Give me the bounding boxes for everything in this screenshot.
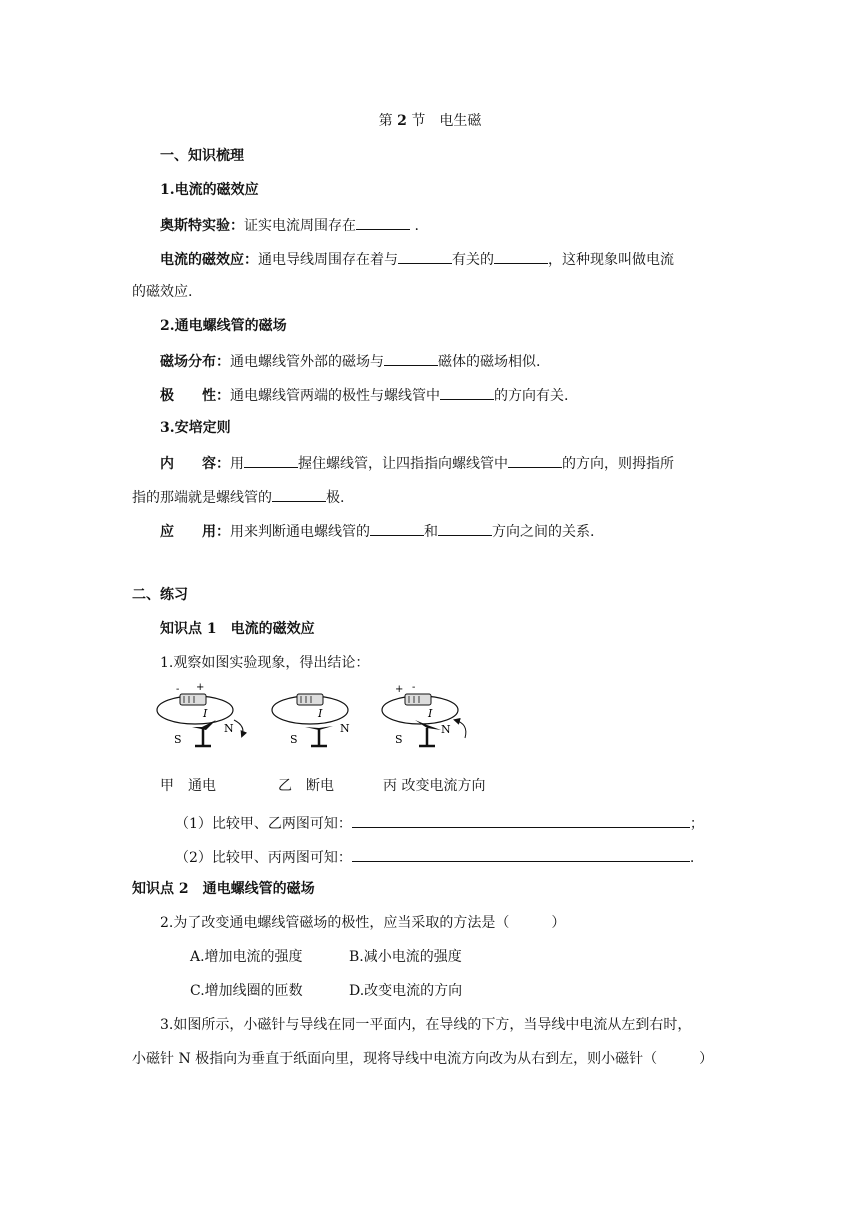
option-b: B.减小电流的强度 xyxy=(349,949,462,965)
knowledge-heading-1: 1.电流的磁效应 xyxy=(160,182,259,198)
blank xyxy=(440,384,494,400)
option-a: A.增加电流的强度 xyxy=(190,949,303,965)
question-3-line-1: 3.如图所示，小磁针与导线在同一平面内，在导线的下方，当导线中电流从左到右时， xyxy=(160,1017,692,1033)
diagram-yi xyxy=(272,694,350,746)
question-3-line-2: 小磁针 N 极指向为垂直于纸面向里，现将导线中电流方向改为从右到左，则小磁针（ ） xyxy=(132,1051,714,1067)
current-label: I xyxy=(203,707,208,720)
south-label: S xyxy=(290,733,298,746)
question-2: 2.为了改变通电螺线管磁场的极性，应当采取的方法是（ ） xyxy=(160,915,566,931)
option-c: C.增加线圈的匝数 xyxy=(190,983,303,999)
current-label: I xyxy=(428,707,433,720)
answer-blank xyxy=(352,846,690,862)
blank xyxy=(356,214,410,230)
knowledge-heading-3: 3.安培定则 xyxy=(160,420,231,436)
caption-jia: 甲 通电 xyxy=(160,778,216,794)
option-d: D.改变电流的方向 xyxy=(349,983,463,999)
caption-yi: 乙 断电 xyxy=(278,778,334,794)
diagram-bing xyxy=(382,682,466,746)
plus-label: + xyxy=(196,682,205,693)
experiment-figure xyxy=(150,680,480,780)
question-1-part-1: （1）比较甲、乙两图可知： ； xyxy=(175,812,704,834)
north-label: N xyxy=(340,722,350,735)
north-label: N xyxy=(441,723,451,736)
ampere-rule-content: 内 容：用 握住螺线管，让四指指向螺线管中 的方向，则拇指所 xyxy=(160,452,674,474)
south-label: S xyxy=(174,733,182,746)
current-label: I xyxy=(318,707,323,720)
deflection-arrow xyxy=(234,720,243,736)
answer-blank xyxy=(352,812,690,828)
page-title: 第 2 节 电生磁 xyxy=(378,113,482,129)
minus-label: - xyxy=(412,682,416,693)
ampere-rule-application: 应 用：用来判断通电螺线管的 和 方向之间的关系. xyxy=(160,520,594,542)
blank xyxy=(398,248,452,264)
question-1-part-2: （2）比较甲、丙两图可知： . xyxy=(175,846,694,868)
knowledge-point-1: 知识点 1 电流的磁效应 xyxy=(160,621,315,637)
blank xyxy=(244,452,298,468)
diagram-jia xyxy=(157,682,243,746)
question-1: 1.观察如图实验现象，得出结论： xyxy=(160,655,370,671)
blank xyxy=(508,452,562,468)
north-label: N xyxy=(224,722,234,735)
magnetic-effect-line: 电流的磁效应：通电导线周围存在着与 有关的 ，这种现象叫做电流 xyxy=(160,248,674,270)
section-heading-1: 一、知识梳理 xyxy=(160,148,244,164)
deflection-arrow xyxy=(455,720,466,738)
field-distribution-line: 磁场分布：通电螺线管外部的磁场与 磁体的磁场相似. xyxy=(160,350,540,372)
blank xyxy=(370,520,424,536)
blank xyxy=(494,248,548,264)
caption-bing: 丙 改变电流方向 xyxy=(383,778,486,794)
knowledge-point-2: 知识点 2 通电螺线管的磁场 xyxy=(132,881,315,897)
minus-label: - xyxy=(176,684,180,695)
south-label: S xyxy=(395,733,403,746)
blank xyxy=(438,520,492,536)
plus-label: + xyxy=(395,684,404,695)
polarity-line: 极 性：通电螺线管两端的极性与螺线管中 的方向有关. xyxy=(160,384,568,406)
ampere-rule-content-cont: 指的那端就是螺线管的 极. xyxy=(132,486,344,508)
blank xyxy=(272,486,326,502)
blank xyxy=(384,350,438,366)
section-heading-2: 二、练习 xyxy=(132,587,188,603)
oersted-line: 奥斯特实验：证实电流周围存在 . xyxy=(160,214,419,236)
knowledge-heading-2: 2.通电螺线管的磁场 xyxy=(160,318,287,334)
magnetic-effect-line-cont: 的磁效应. xyxy=(132,284,193,300)
